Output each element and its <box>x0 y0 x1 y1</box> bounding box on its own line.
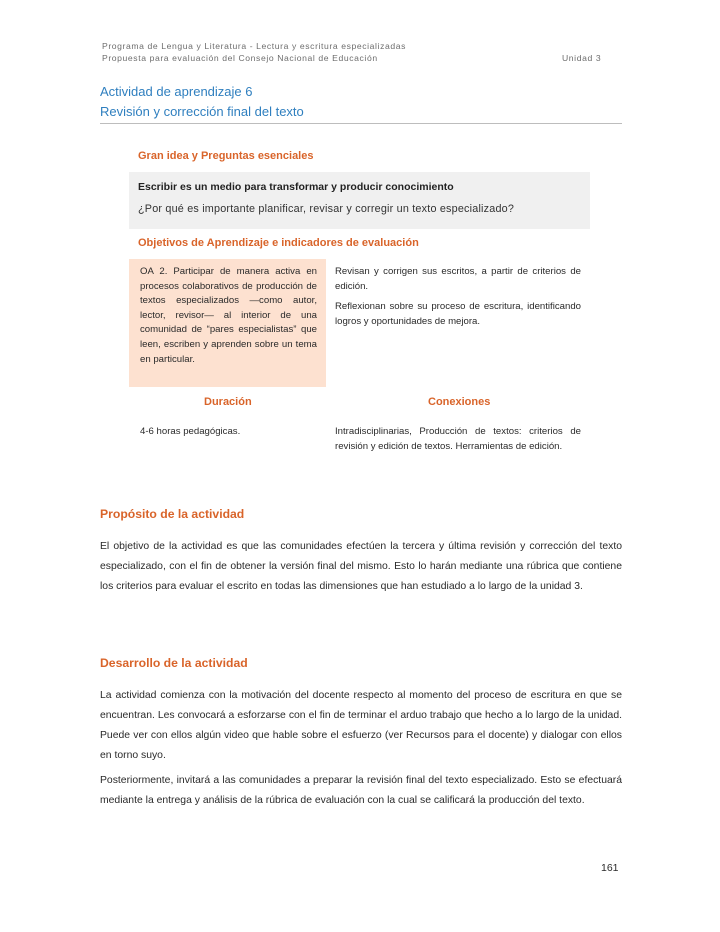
big-idea-heading: Gran idea y Preguntas esenciales <box>138 150 314 162</box>
duration-value: 4-6 horas pedagógicas. <box>140 426 241 437</box>
development-paragraph: La actividad comienza con la motivación del docente respecto al momento del proceso de escritura en que se encuentran. Les convocará a esforzarse con el fin de terminar el arduo trabajo que hecho a lo largo de la unidad. Puede ver con ellos algún video que hable sobre el esfuerzo (ver Recursos para el docente) y dialogar con ellos en torno suyo. <box>100 690 622 761</box>
title-divider <box>100 123 622 124</box>
development-heading: Desarrollo de la actividad <box>100 656 248 670</box>
header-program-line: Programa de Lengua y Literatura - Lectura y escritura especializadas <box>102 41 407 51</box>
essential-question: ¿Por qué es importante planificar, revisar y corregir un texto especializado? <box>138 203 515 215</box>
page-number: 161 <box>601 862 619 874</box>
big-idea-statement: Escribir es un medio para transformar y producir conocimiento <box>138 181 454 193</box>
purpose-heading: Propósito de la actividad <box>100 507 245 521</box>
duration-heading: Duración <box>204 396 252 408</box>
purpose-paragraph: El objetivo de la actividad es que las comunidades efectúen la tercera y última revisión y corrección del texto especializado, con el fin de obtener la versión final del mismo. Esto lo harán mediante una rúbrica que contiene los criterios para evaluar el escrito en todas las dimensiones que han estudiado a lo largo de la unidad 3. <box>100 541 622 592</box>
objectives-heading: Objetivos de Aprendizaje e indicadores de evaluación <box>138 237 419 249</box>
oa-text: OA 2. Participar de manera activa en procesos colaborativos de producción de textos especializados —como autor, lector, revisor— al interior de una comunidad de “pares especialistas” que leen, escriben y aprenden sobre un tema en particular. <box>140 266 317 365</box>
indicator-item: Reflexionan sobre su proceso de escritura, identificando logros y oportunidades de mejora. <box>335 301 581 327</box>
header-proposal-line: Propuesta para evaluación del Consejo Nacional de Educación <box>102 53 378 63</box>
header-unit-label: Unidad 3 <box>562 53 602 63</box>
activity-title: Revisión y corrección final del texto <box>100 104 304 119</box>
connections-heading: Conexiones <box>428 396 491 408</box>
connections-value: Intradisciplinarias, Producción de textos: criterios de revisión y edición de textos. Herramientas de edición. <box>335 426 581 452</box>
development-paragraph: Posteriormente, invitará a las comunidades a preparar la revisión final del texto especializado. Esto se efectuará mediante la entrega y análisis de la rúbrica de evaluación con la cual se calificará la producción del texto. <box>100 775 622 806</box>
activity-number-title: Actividad de aprendizaje 6 <box>100 84 253 99</box>
indicator-item: Revisan y corrigen sus escritos, a partir de criterios de edición. <box>335 266 581 292</box>
